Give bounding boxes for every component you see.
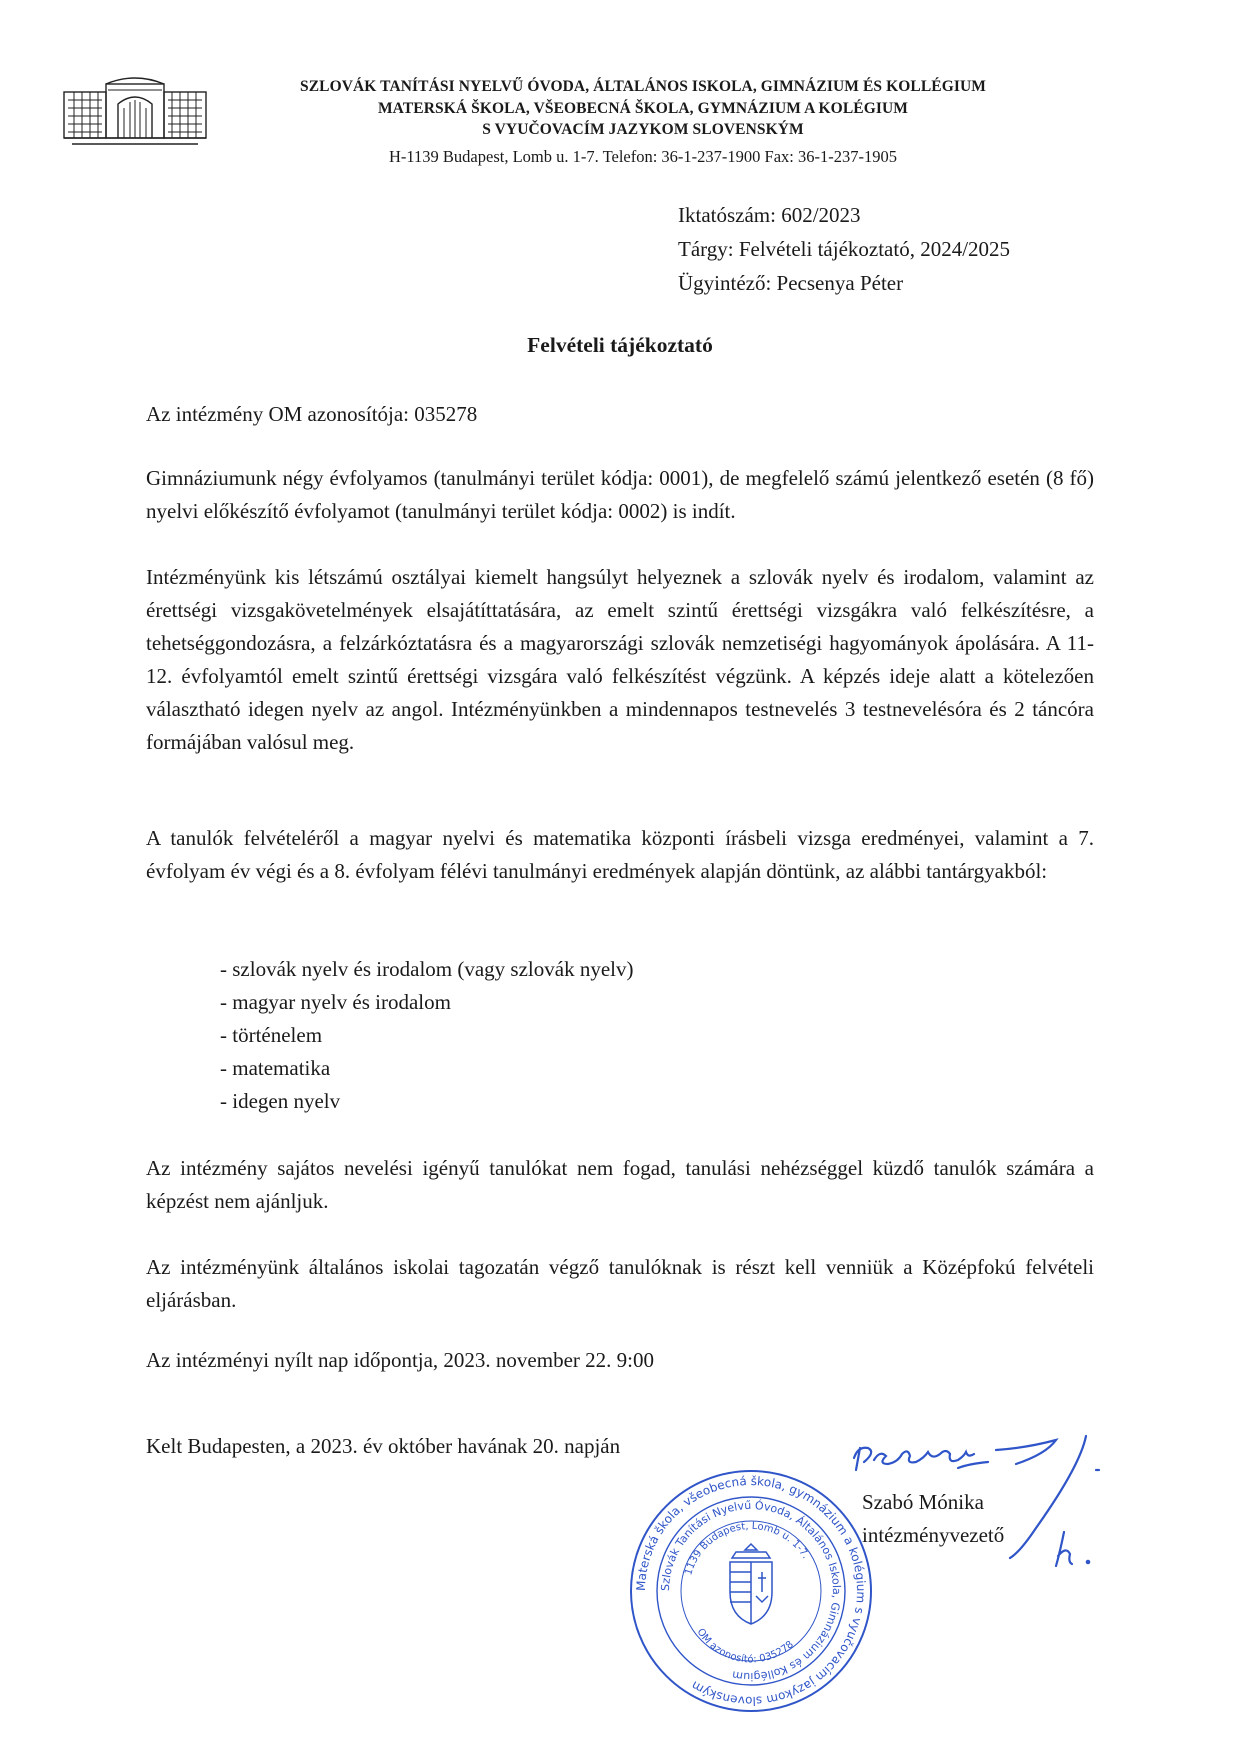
official-stamp [626,1466,876,1716]
signatory-name: Szabó Mónika [862,1490,984,1514]
signatory-role: intézményvezető [862,1523,1005,1547]
paragraph-special-needs: Az intézmény sajátos nevelési igényű tanulókat nem fogad, tanulási nehézséggel küzdő tanulók számára a képzést nem ajánljuk. [146,1156,1094,1213]
reference-block [678,198,1010,300]
letterhead [58,74,1178,174]
signatory [862,1486,1004,1552]
letterhead-text [243,76,1043,169]
document-title: Felvételi tájékoztató [527,333,713,357]
school-building-logo [62,74,208,146]
svg-text:OM azonosító: 035278: OM azonosító: 035278 [694,1626,796,1666]
svg-text:Materská škola, všeobecná škol: Materská škola, všeobecná škola, gymnázium a kolégium s vyučovacím jazykom slovenským [633,1473,869,1709]
paragraph-open-day: Az intézményi nyílt nap időpontja, 2023. november 22. 9:00 [146,1348,654,1372]
school-address: H-1139 Budapest, Lomb u. 1-7. Telefon: 36-1-237-1900 Fax: 36-1-237-1905 [389,146,897,166]
school-name-slovak-suffix: S VYUČOVACÍM JAZYKOM SLOVENSKÝM [482,121,804,138]
subject-item: - matematika [220,1056,331,1080]
paragraph-admission: A tanulók felvételéről a magyar nyelvi és matematika központi írásbeli vizsga eredményei, valamint a 7. évfolyam év végi és a 8. évfolyam félévi tanulmányi eredmények alapján döntünk, az alábbi tantárgyakból: [146,826,1094,883]
om-identifier: Az intézmény OM azonosítója: 035278 [146,402,478,426]
reference-officer: Ügyintéző: Pecsenya Péter [678,271,904,295]
paragraph-profile: Intézményünk kis létszámú osztályai kiemelt hangsúlyt helyeznek a szlovák nyelv és irodalom, valamint az érettségi vizsgakövetelmények elsajátíttatására, az emelt szintű érettségi vizsgákra való felkészítésre, a tehetséggondozásra, a felzárkóztatásra és a magyarországi szlovák nemzetiségi hagyományok ápolására. A 11-12. évfolyamtól emelt szintű érettségi vizsgára való felkészítést végzünk. A képzés ideje alatt a kötelezően választható idegen nyelv az angol. Intézményünkben a mindennapos testnevelés 3 testnevelésóra és 2 táncóra formájában valósul meg. [146,565,1094,754]
subject-item: - magyar nyelv és irodalom [220,990,451,1014]
dated-line: Kelt Budapesten, a 2023. év október havának 20. napján [146,1434,621,1458]
svg-text:1139 Budapest, Lomb u. 1-7.: 1139 Budapest, Lomb u. 1-7. [683,1520,811,1577]
school-name-hungarian: SZLOVÁK TANÍTÁSI NYELVŰ ÓVODA, ÁLTALÁNOS ISKOLA, GIMNÁZIUM ÉS KOLLÉGIUM [299,78,987,95]
reference-number: Iktatószám: 602/2023 [678,203,861,227]
paragraph-procedure: Az intézményünk általános iskolai tagozatán végző tanulóknak is részt kell venniük a Középfokú felvételi eljárásban. [146,1255,1094,1312]
coat-of-arms-icon [730,1544,772,1624]
subject-list [220,953,633,1118]
paragraph-programs: Gimnáziumunk négy évfolyamos (tanulmányi terület kódja: 0001), de megfelelő számú jelentkező esetén (8 fő) nyelvi előkészítő évfolyamot (tanulmányi terület kódja: 0002) is indít. [146,466,1094,523]
subject-item: - történelem [220,1023,323,1047]
reference-subject: Tárgy: Felvételi tájékoztató, 2024/2025 [678,237,1011,261]
svg-text:Szlovák Tanítási Nyelvű Óvoda,: Szlovák Tanítási Nyelvű Óvoda, Általános Iskola, Gimnázium és Kollégium [658,1498,844,1684]
school-name-slovak: MATERSKÁ ŠKOLA, VŠEOBECNÁ ŠKOLA, GYMNÁZIUM A KOLÉGIUM [377,99,909,117]
subject-item: - idegen nyelv [220,1089,341,1113]
subject-item: - szlovák nyelv és irodalom (vagy szlovák nyelv) [220,957,634,981]
handwritten-initial [1050,1530,1100,1570]
